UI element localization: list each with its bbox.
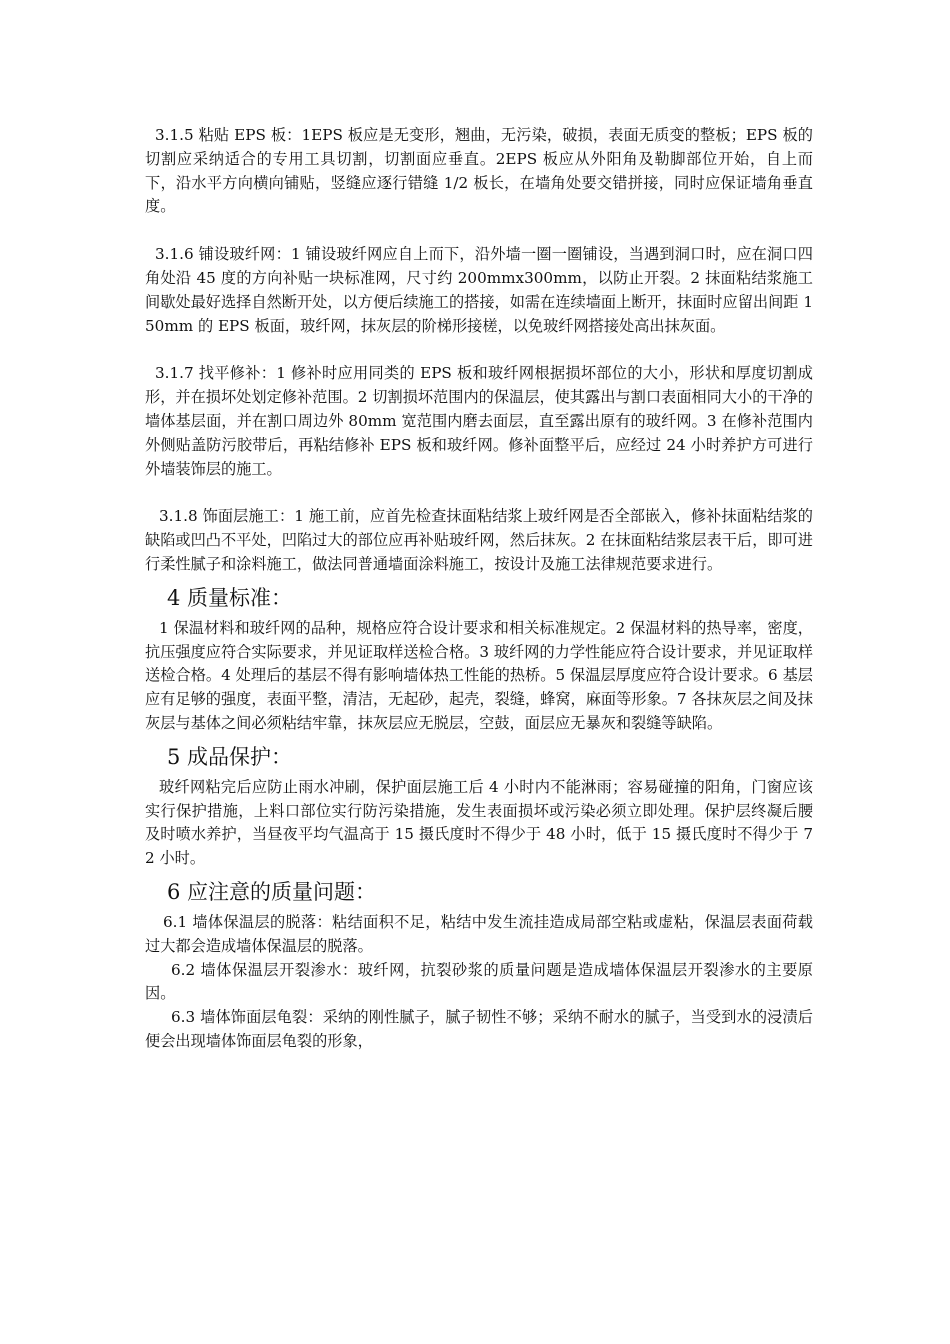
paragraph-product-protection: 玻纤网粘完后应防止雨水冲刷，保护面层施工后 4 小时内不能淋雨；容易碰撞的阳角，门窗应该实行保护措施，上料口部位实行防污染措施，发生表面损坏或污染必须立即处理。保护层终凝后腰及时喷水养护，当昼夜平均气温高于 15 摄氏度时不得少于 48 小时，低于 15 摄氏度时不得少于 72 小时。 xyxy=(145,777,813,868)
paragraph-6-2: 6.2 墙体保温层开裂渗水：玻纤网，抗裂砂浆的质量问题是造成墙体保温层开裂渗水的主要原因。 xyxy=(145,960,813,1003)
document-page xyxy=(145,124,813,1054)
spacer xyxy=(145,338,813,362)
heading-quality-standard: 4 质量标准： xyxy=(167,585,293,610)
paragraph-3-1-6: 3.1.6 铺设玻纤网：1 铺设玻纤网应自上而下，沿外墙一圈一圈铺设，当遇到洞口时，应在洞口四角处沿 45 度的方向补贴一块标准网，尺寸约 200mmx300mm，以防止开裂。2 抹面粘结浆施工间歇处最好选择自然断开处，以方便后续施工的搭接，如需在连续墙面上断开，抹面时应留出间距 150mm 的 EPS 板面，玻纤网，抹灰层的阶梯形接槎，以免玻纤网搭接处高出抹灰面。 xyxy=(145,245,813,335)
paragraph-quality-standard: 1 保温材料和玻纤网的品种，规格应符合设计要求和相关标准规定。2 保温材料的热导率，密度，抗压强度应符合实际要求，并见证取样送检合格。3 玻纤网的力学性能应符合设计要求，并见证取样送检合格。4 处理后的基层不得有影响墙体热工性能的热桥。5 保温层厚度应符合设计要求。6 基层应有足够的强度，表面平整，清洁，无起砂，起壳，裂缝，蜂窝，麻面等形象。7 各抹灰层之间及抹灰层与基体之间必须粘结牢靠，抹灰层应无脱层，空鼓，面层应无暴灰和裂缝等缺陷。 xyxy=(145,618,813,732)
heading-quality-issues: 6 应注意的质量问题： xyxy=(167,879,377,904)
spacer xyxy=(145,481,813,505)
paragraph-6-3: 6.3 墙体饰面层龟裂：采纳的刚性腻子，腻子韧性不够；采纳不耐水的腻子，当受到水的浸渍后便会出现墙体饰面层龟裂的形象， xyxy=(145,1008,813,1050)
paragraph-6-1: 6.1 墙体保温层的脱落：粘结面积不足，粘结中发生流挂造成局部空粘或虚粘，保温层表面荷载过大都会造成墙体保温层的脱落。 xyxy=(145,912,813,955)
spacer xyxy=(145,219,813,243)
paragraph-3-1-8: 3.1.8 饰面层施工：1 施工前，应首先检查抹面粘结浆上玻纤网是否全部嵌入，修补抹面粘结浆的缺陷或凹凸不平处，凹陷过大的部位应再补贴玻纤网，然后抹灰。2 在抹面粘结浆层表干后，即可进行柔性腻子和涂料施工，做法同普通墙面涂料施工，按设计及施工法律规范要求进行。 xyxy=(145,507,813,573)
paragraph-3-1-5: 3.1.5 粘贴 EPS 板：1EPS 板应是无变形，翘曲，无污染，破损，表面无质变的整板；EPS 板的切割应采纳适合的专用工具切割，切割面应垂直。2EPS 板应从外阳角及勒脚部位开始，自上而下，沿水平方向横向铺贴，竖缝应逐行错缝 1/2 板长，在墙角处要交错拼接，同时应保证墙角垂直度。 xyxy=(145,126,813,216)
heading-product-protection: 5 成品保护： xyxy=(167,744,293,769)
paragraph-3-1-7: 3.1.7 找平修补：1 修补时应用同类的 EPS 板和玻纤网根据损坏部位的大小，形状和厚度切割成形，并在损坏处划定修补范围。2 切割损坏范围内的保温层，使其露出与割口表面相同大小的干净的墙体基层面，并在割口周边外 80mm 宽范围内磨去面层，直至露出原有的玻纤网。3 在修补范围内外侧贴盖防污胶带后，再粘结修补 EPS 板和玻纤网。修补面整平后，应经过 24 小时养护方可进行外墙装饰层的施工。 xyxy=(145,364,813,478)
